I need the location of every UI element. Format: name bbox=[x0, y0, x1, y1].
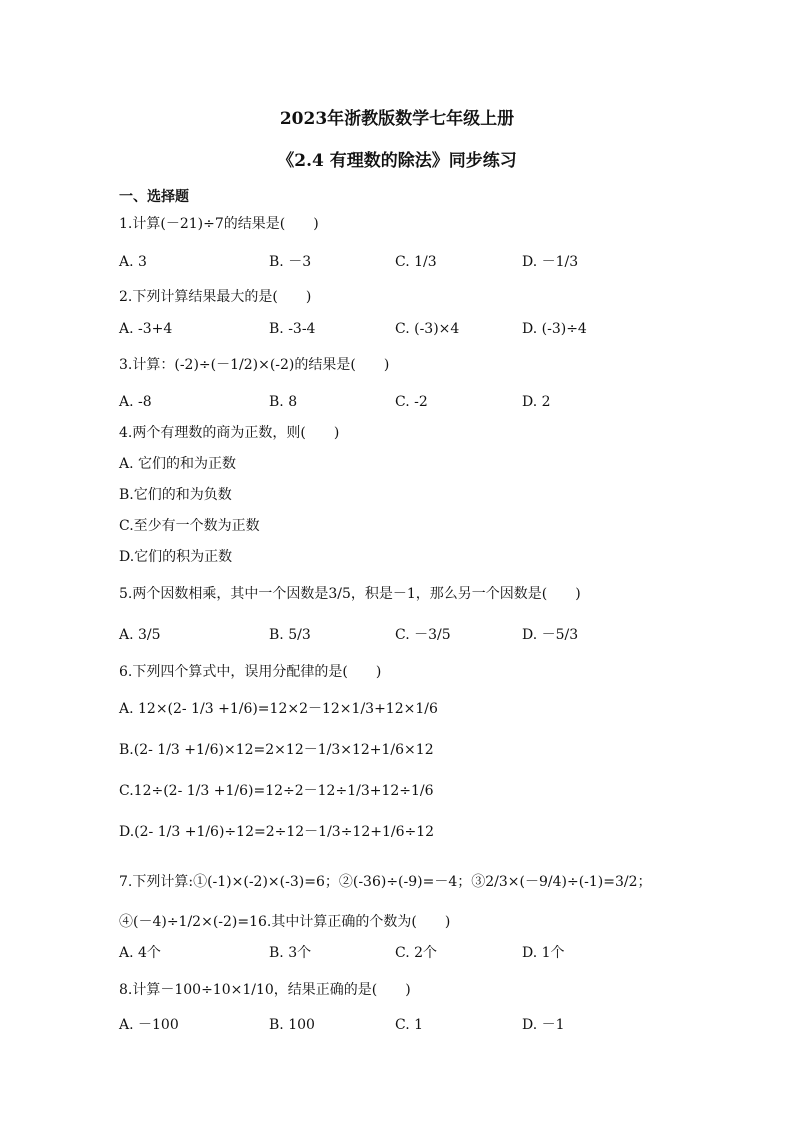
question-2-option-c: C. (-3)×4 bbox=[395, 321, 460, 337]
question-4-stem: 4.两个有理数的商为正数，则( ) bbox=[119, 425, 340, 441]
question-2-option-b: B. -3-4 bbox=[269, 321, 316, 337]
question-7-option-b: B. 3个 bbox=[269, 945, 312, 961]
question-5-option-b: B. 5/3 bbox=[269, 627, 311, 643]
question-6-option-b: B.(2- 1/3 +1/6)×12=2×12－1/3×12+1/6×12 bbox=[119, 742, 434, 758]
document-title: 2023年浙教版数学七年级上册 bbox=[279, 109, 515, 129]
question-5-option-d: D. －5/3 bbox=[522, 627, 579, 643]
question-8-stem: 8.计算－100÷10×1/10，结果正确的是( ) bbox=[119, 982, 411, 998]
question-3-option-b: B. 8 bbox=[269, 394, 298, 410]
question-6-option-a: A. 12×(2- 1/3 +1/6)=12×2－12×1/3+12×1/6 bbox=[119, 701, 438, 717]
question-1-option-b: B. －3 bbox=[269, 254, 312, 270]
question-8-option-d: D. －1 bbox=[522, 1017, 565, 1033]
section-heading: 一、选择题 bbox=[119, 189, 189, 205]
question-3-option-a: A. -8 bbox=[119, 394, 152, 410]
question-7-stem: 7.下列计算:①(-1)×(-2)×(-3)=6；②(-36)÷(-9)=－4；③2/3×(－9/4)÷(-1)=3/2；④(－4)÷1/2×(-2)=16.其中计算正确的个数为( ) bbox=[119, 874, 652, 930]
question-8-option-b: B. 100 bbox=[269, 1017, 315, 1033]
question-1-option-a: A. 3 bbox=[119, 254, 147, 270]
document-subtitle: 《2.4 有理数的除法》同步练习 bbox=[277, 151, 517, 171]
question-6-option-c: C.12÷(2- 1/3 +1/6)=12÷2－12÷1/3+12÷1/6 bbox=[119, 783, 434, 799]
question-1-option-c: C. 1/3 bbox=[395, 254, 437, 270]
question-2-option-d: D. (-3)÷4 bbox=[522, 321, 587, 337]
question-4-option-a: A. 它们的和为正数 bbox=[119, 456, 237, 472]
question-5-option-a: A. 3/5 bbox=[119, 627, 161, 643]
question-8-option-a: A. －100 bbox=[119, 1017, 179, 1033]
question-7-option-c: C. 2个 bbox=[395, 945, 438, 961]
question-1-text: 1.计算(－21)÷7的结果是( ) bbox=[119, 216, 319, 232]
question-3-stem: 3.计算：(-2)÷(－1/2)×(-2)的结果是( ) bbox=[119, 357, 390, 373]
question-4-option-b: B.它们的和为负数 bbox=[119, 487, 232, 503]
question-2-option-a: A. -3+4 bbox=[119, 321, 173, 337]
question-1-stem bbox=[119, 213, 319, 235]
question-7-option-a: A. 4个 bbox=[119, 945, 161, 961]
question-3-option-d: D. 2 bbox=[522, 394, 551, 410]
question-2-stem: 2.下列计算结果最大的是( ) bbox=[119, 289, 312, 305]
question-4-option-d: D.它们的积为正数 bbox=[119, 549, 233, 565]
question-6-stem: 6.下列四个算式中，误用分配律的是( ) bbox=[119, 664, 382, 680]
question-4-option-c: C.至少有一个数为正数 bbox=[119, 518, 260, 534]
question-3-option-c: C. -2 bbox=[395, 394, 428, 410]
question-6-option-d: D.(2- 1/3 +1/6)÷12=2÷12－1/3÷12+1/6÷12 bbox=[119, 824, 435, 840]
question-7-option-d: D. 1个 bbox=[522, 945, 565, 961]
question-8-option-c: C. 1 bbox=[395, 1017, 424, 1033]
question-1-option-d: D. －1/3 bbox=[522, 254, 579, 270]
question-5-stem: 5.两个因数相乘，其中一个因数是3/5，积是－1，那么另一个因数是( ) bbox=[119, 586, 581, 602]
question-5-option-c: C. －3/5 bbox=[395, 627, 451, 643]
